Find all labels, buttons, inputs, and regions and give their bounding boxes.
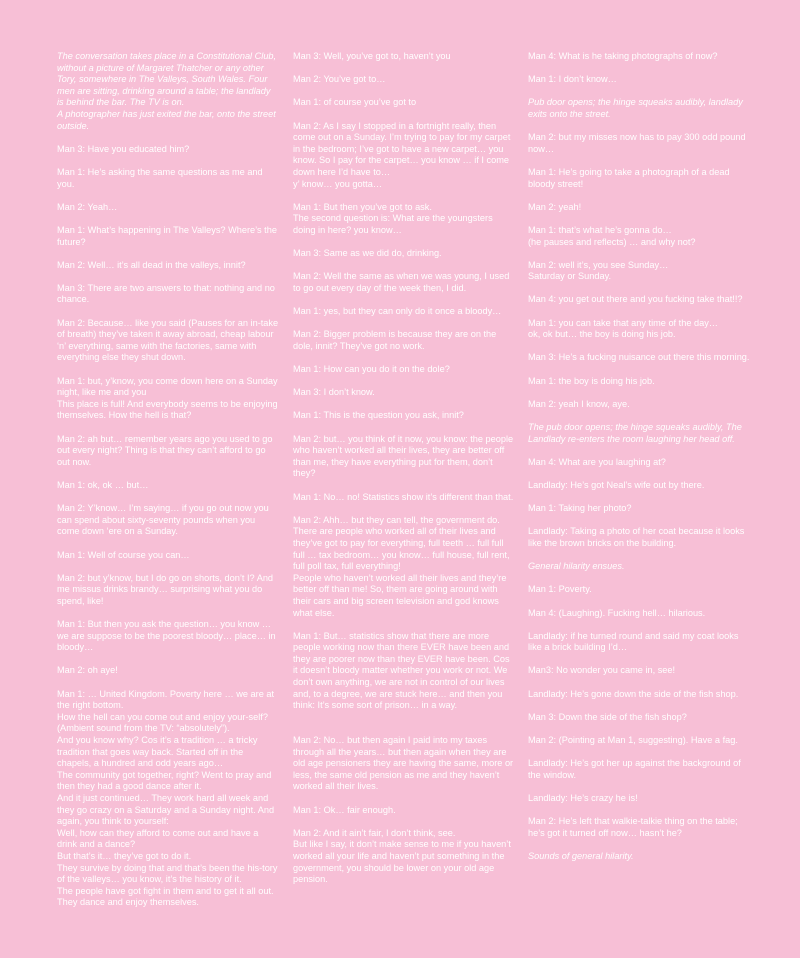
- dialogue-line: Man 2: yeah!: [528, 201, 582, 212]
- dialogue-line: Man 1: yes, but they can only do it once a bloody…: [293, 306, 502, 317]
- dialogue-line: Man 1: How can you do it on the dole?: [293, 364, 450, 375]
- dialogue-line: Man 1: But then you ask the question… you know … we are suppose to be the poorest bloody… place… in bloody…: [57, 619, 276, 653]
- dialogue-line: Man 2: yeah I know, aye.: [528, 398, 630, 409]
- dialogue-line: Man 2: well it’s, you see Sunday… Saturday or Sunday.: [528, 259, 669, 282]
- stage-direction: The conversation takes place in a Constitutional Club, without a picture of Margaret Thatcher or any other Tory, somewhere in The Valleys, South Wales. Four men are sitting, drinking around a table; the landlady is behind the bar. The TV is on. A photographer has just exited the bar, onto the street outside.: [57, 51, 277, 131]
- dialogue-line: Man 1: But… statistics show that there are more people working now than there EVER have been and they are poorer now than they EVER have been. Cos it doesn’t bloody matter whether you work or not. We don’t own anything, we are not in control of our lives and, to a degree, we are stuck here… and then you think: It’s some sort of prison… in a way.: [293, 630, 510, 711]
- column-1: [57, 51, 279, 921]
- dialogue-line: Man 3: There are two answers to that: nothing and no chance.: [57, 282, 275, 305]
- dialogue-line: Man 2: Because… like you said (Pauses for an in-take of breath) they’ve taken it away abroad, cheap labour ‘n’ everything, same with the factories, same with everything else they shut down.: [57, 317, 279, 363]
- column-2: [293, 51, 515, 897]
- dialogue-line: Man 2: but my misses now has to pay 300 odd pound now…: [528, 132, 746, 154]
- dialogue-line: Man 1: … United Kingdom. Poverty here … we are at the right bottom. How the hell can you come out and enjoy your-self? (Ambient sound from the TV: “absolutely”). And you know why? Cos it’s a tradition … a tricky tradition that goes way back. Started off in the chapels, a hundred and odd years ago… The community got together, right? Went to pray and then they had a good dance after it. And it just continued… They work hard all week and they go crazy on a Saturday and a Sunday night. And again, you think to yourself: Well, how can they afford to come out and have a drink and a dance? But that’s it… they’ve got to do it. They survive by doing that and that’s been the his-tory of the valleys… you know, it’s the history of it. The people have got fight in them and to get it all out. They dance and enjoy themselves.: [57, 688, 278, 908]
- stage-direction: Pub door opens; the hinge squeaks audibly, landlady exits onto the street.: [528, 97, 743, 119]
- dialogue-line: Man 3: Same as we did do, drinking.: [293, 248, 442, 259]
- dialogue-line: Man 1: Poverty.: [528, 584, 592, 595]
- dialogue-line: Landlady: He’s crazy he is!: [528, 793, 638, 803]
- dialogue-line: Man 1: ok, ok … but…: [57, 479, 149, 490]
- stage-direction: The pub door opens; the hinge squeaks audibly, The Landlady re-enters the room laughing her head off.: [528, 422, 742, 444]
- dialogue-line: Man 1: the boy is doing his job.: [528, 375, 655, 386]
- dialogue-line: Man 2: Bigger problem is because they are on the dole, innit? They’ve got no work.: [293, 329, 497, 351]
- dialogue-line: Man 1: This is the question you ask, innit?: [293, 410, 464, 421]
- dialogue-line: Man 1: of course you’ve got to: [293, 97, 417, 108]
- dialogue-line: Man 1: Ok… fair enough.: [293, 804, 396, 815]
- dialogue-line: Man 1: Well of course you can…: [57, 549, 190, 560]
- dialogue-line: Man 4: (Laughing). Fucking hell… hilarious.: [528, 607, 706, 618]
- dialogue-line: Man 2: but… you think of it now, you know: the people who haven’t worked all their lives, they are better off than me, they have everything put for them, don’t they?: [293, 433, 514, 479]
- dialogue-line: Man3: No wonder you came in, see!: [528, 665, 676, 676]
- dialogue-line: Man 3: Down the side of the fish shop?: [528, 711, 687, 722]
- dialogue-line: Man 2: ah but… remember years ago you used to go out every night? Thing is that they can’t afford to go out now.: [57, 433, 273, 467]
- dialogue-line: Man 1: I don’t know…: [528, 74, 617, 85]
- dialogue-line: Man 1: Taking her photo?: [528, 503, 632, 514]
- dialogue-line: Man 2: No… but then again I paid into my taxes through all the years… but then again when they are old age pensioners they are having the same, more or less, the same old pension as me and they haven’t worked all their lives.: [293, 735, 514, 792]
- dialogue-line: Man 1: but, y’know, you come down here on a Sunday night, like me and you This place is full! And everybody seems to be enjoying themselves. How the hell is that?: [57, 375, 278, 421]
- stage-direction: Sounds of general hilarity.: [528, 850, 634, 861]
- dialogue-line: Man 2: (Pointing at Man 1, suggesting). Have a fag.: [528, 735, 738, 746]
- dialogue-line: Man 1: you can take that any time of the day… ok, ok but… the boy is doing his job.: [528, 317, 718, 340]
- dialogue-line: Landlady: He’s got her up against the background of the window.: [528, 758, 741, 780]
- dialogue-line: Man 4: you get out there and you fucking take that!!?: [528, 294, 743, 305]
- dialogue-line: Landlady: if he turned round and said my coat looks like a brick building I’d…: [528, 630, 739, 653]
- dialogue-line: Man 1: He’s asking the same questions as me and you.: [57, 166, 263, 189]
- dialogue-line: Man 3: Well, you’ve got to, haven’t you: [293, 51, 451, 61]
- dialogue-line: Man 2: oh aye!: [57, 665, 118, 676]
- dialogue-line: Landlady: He’s got Neal’s wife out by there.: [528, 479, 705, 490]
- dialogue-line: Landlady: He’s gone down the side of the fish shop.: [528, 688, 739, 699]
- dialogue-line: Man 2: You’ve got to…: [293, 74, 386, 85]
- dialogue-line: Man 3: He’s a fucking nuisance out there this morning.: [528, 352, 750, 363]
- column-3: [528, 51, 750, 874]
- dialogue-line: Landlady: Taking a photo of her coat because it looks like the brown bricks on the building.: [528, 526, 745, 548]
- dialogue-line: Man 2: Well the same as when we was young, I used to go out every day of the week then, I did.: [293, 271, 510, 293]
- dialogue-line: Man 1: But then you’ve got to ask. The second question is: What are the youngsters doing in here? you know…: [293, 201, 493, 235]
- dialogue-line: Man 2: but y’know, but I do go on shorts, don’t I? And me missus drinks brandy… surprising what you do spend, like!: [57, 572, 274, 606]
- dialogue-line: Man 2: Well… it’s all dead in the valleys, innit?: [57, 259, 246, 270]
- dialogue-line: Man 4: What is he taking photographs of now?: [528, 51, 718, 61]
- dialogue-line: Man 1: He’s going to take a photograph of a dead bloody street!: [528, 166, 730, 189]
- dialogue-line: Man 2: Y’know… I’m saying… if you go out now you can spend about sixty-seventy pounds when you come down ‘ere on a Sunday.: [57, 503, 269, 537]
- dialogue-line: Man 2: Yeah…: [57, 201, 118, 212]
- dialogue-line: Man 4: What are you laughing at?: [528, 456, 666, 467]
- dialogue-line: Man 3: Have you educated him?: [57, 143, 190, 154]
- dialogue-line: Man 1: What’s happening in The Valleys? Where’s the future?: [57, 224, 277, 247]
- dialogue-line: Man 1: that’s what he’s gonna do… (he pauses and reflects) … and why not?: [528, 224, 696, 247]
- dialogue-line: Man 1: No… no! Statistics show it’s different than that.: [293, 491, 514, 502]
- dialogue-line: Man 2: And it ain’t fair, I don’t think, see. But like I say, it don’t make sense to me if you haven’t worked all your life and haven’t put something in the government, you should be lower on your old age pension.: [293, 827, 511, 885]
- dialogue-line: Man 2: As I say I stopped in a fortnight really, then come out on a Sunday. I’m trying to pay for my carpet in the bedroom; I’ve got to have a new carpet… you know. So I pay for the carpet… you know … if I come down here I’d have to… y’ know… you gotta…: [293, 120, 511, 189]
- dialogue-line: Man 3: I don’t know.: [293, 387, 375, 398]
- dialogue-line: Man 2: Ahh… but they can tell, the government do. There are people who worked all of their lives and they’ve got to pay for everything, full teeth … full full full … tax bedroom… you know… full house, full rent, full poll tax, full everything! People who haven’t worked all their lives and they’re better off than me! So, them are going around with their cars and big screen television and god knows what else.: [293, 514, 510, 618]
- dialogue-line: Man 2: He’s left that walkie-talkie thing on the table; he’s got it turned off now… hasn’t he?: [528, 816, 738, 838]
- stage-direction: General hilarity ensues.: [528, 561, 625, 572]
